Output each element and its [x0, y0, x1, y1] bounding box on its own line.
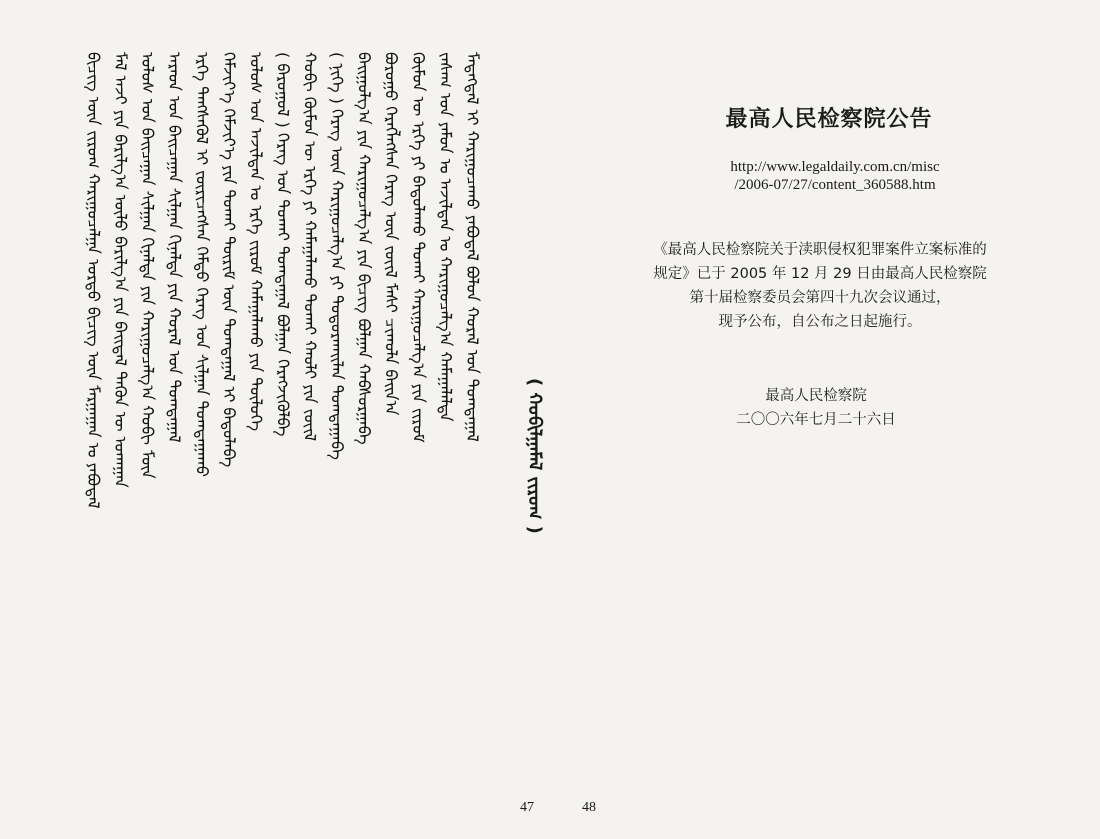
mongolian-text-column: ᠪᠠᠢᠭᠤᠯᠭ᠎ᠠ ᠶᠢᠨ ᠬᠠᠷᠢᠭᠤᠴᠠᠯᠭ᠎ᠠ ᠶᠢᠨ ᠪᠢᠴᠢᠭ ᠪᠣᠯᠭᠠᠨ ᠬᠠᠪᠰᠤᠷᠭᠠᠪᠠ: [354, 52, 374, 445]
announcement-body: [610, 238, 1030, 334]
mongolian-text-column: ᠪᠤᠷᠤᠭᠤ ᠬᠡᠷᠡᠭᠯᠡᠭᠰᠡᠨ ᠬᠡᠷᠡᠭ ᠦᠨ ᠵᠦᠢᠯ ᠮᠠᠰᠢ ᠴᠢᠬᠤᠯᠠ ᠪᠠᠢᠨ᠎ᠠ: [381, 52, 401, 416]
signature-date: 二〇〇六年七月二十六日: [736, 412, 896, 428]
body-line: 《最高人民检察院关于渎职侵权犯罪案件立案标准的: [653, 242, 987, 258]
mongolian-text-column: ᠮᠠᠯ ᠠᠵᠢ ᠶᠢᠨ ᠪᠠᠷᠢᠯᠭ᠎ᠠ ᠦᠯᠦ ᠪᠠᠷᠢᠯᠭ᠎ᠠ ᠶᠢᠨ ᠪᠠᠢᠳᠠᠯ ᠲᠡᠭᠦᠨ ᠦ ᠤᠬᠠᠭᠠᠨ: [111, 52, 131, 488]
body-line: 第十届检察委员会第四十九次会议通过，: [689, 290, 951, 306]
mongolian-text-column: ᠡᠷᠬᠡ ᠲᠡᠩᠰᠡᠭᠦᠯ ᠢ ᠵᠥᠷᠢᠴᠡᠭᠰᠡᠨ ᠭᠡᠮᠲᠦ ᠬᠡᠷᠡᠭ ᠤᠨ ᠰᠢᠯᠭᠠᠨ ᠲᠣᠭᠲᠠᠭᠠᠬᠤ: [192, 52, 212, 477]
mongolian-text-column: ᠠᠷᠠᠳ ᠤᠨ ᠪᠠᠢᠴᠠᠭᠠᠨ ᠰᠢᠯᠭᠠᠨ ᠬᠢᠨᠠᠯᠲᠠ ᠶᠢᠨ ᠬᠤᠷᠠᠯ ᠤᠨ ᠲᠤᠭᠲᠠᠭᠠᠯ: [165, 52, 185, 443]
page-number-left: 47: [520, 800, 534, 815]
body-line: 现予公布，自公布之日起施行。: [718, 314, 922, 330]
mongolian-text-block: [82, 52, 482, 787]
mongolian-text-column: ᠤᠯᠤᠰ ᠤᠨ ᠪᠠᠢᠴᠠᠭᠠᠨ ᠰᠢᠯᠭᠠᠨ ᠬᠢᠨᠠᠯᠲᠠ ᠶᠢᠨ ᠬᠠᠷᠢᠭᠤᠴᠠᠯᠭ᠎ᠠ ᠬᠤᠪᠢ ᠮᠦᠨ: [138, 52, 158, 479]
mongolian-text-column: ᠪᠢᠴᠢᠭ ᠦᠨ ᠵᠢᠷᠤᠭ ᠬᠠᠷᠢᠭᠤᠴᠠᠯᠭᠠ ᠤᠷᠳᠤ ᠪᠢᠴᠢᠭ ᠦᠨ ᠮᠠᠷᠭᠠᠭᠠᠨ ᠤ ᠶᠠᠪᠤᠳᠠᠯ: [84, 52, 103, 509]
mongolian-text-column: ᠬᠦᠮᠦᠨ ᠦ ᠡᠷᠬᠡ ᠶᠢ ᠪᠠᠲᠤᠯᠠᠬᠤ ᠲᠤᠬᠠᠢ ᠬᠠᠷᠢᠭᠤᠴᠠᠯᠭ᠎ᠠ ᠶᠢᠨ ᠵᠢᠷᠤᠮ: [408, 52, 428, 443]
signature-block: [696, 384, 936, 432]
mongolian-text-column: ᠵᠠᠰᠠᠭ ᠤᠨ ᠶᠠᠮᠤᠨ ᠤ ᠠᠵᠢᠯᠲᠠᠨ ᠤ ᠬᠠᠷᠢᠭᠤᠴᠠᠯᠭ᠎ᠠ ᠬᠠᠮᠠᠭᠠᠯᠠᠯᠲᠠ: [435, 52, 455, 422]
source-url: [640, 158, 1030, 194]
announcement-title: 最高人民检察院公告: [725, 107, 933, 132]
mongolian-text-column: ᠬᠤᠪᠢ ᠬᠦᠮᠦᠨ ᠦ ᠡᠷᠬᠡ ᠶᠢ ᠬᠠᠮᠠᠭᠠᠯᠠᠬᠤ ᠲᠤᠬᠠᠢ ᠬᠠᠤᠯᠢ ᠶᠢᠨ ᠵᠦᠢᠯ: [300, 52, 320, 442]
mongolian-section-title: ( ᠬᠤᠪᠢᠯᠭᠠᠮᠠᠯ ᠵᠢᠷᠤᠭ ): [524, 378, 545, 534]
mongolian-text-column: ( ᠪᠠᠷᠤᠭᠤᠯ ) ᠬᠡᠷᠡᠭ ᠤᠨ ᠲᠤᠬᠠᠢ ᠲᠣᠭᠲᠠᠭᠠᠯ ᠪᠣᠯᠭᠠᠨ ᠬᠡᠷᠡᠭᠵᠢᠭᠦᠯᠪᠡ: [273, 52, 293, 437]
mongolian-text-column: ( ᠨᠢᠭᠡ ) ᠬᠡᠷᠡᠭ ᠦᠨ ᠬᠠᠷᠢᠭᠤᠴᠠᠯᠭ᠎ᠠ ᠶᠢ ᠲᠣᠳᠤᠷᠬᠠᠢᠯᠠᠨ ᠲᠣᠭᠲᠠᠭᠠᠪᠠ: [327, 52, 347, 460]
right-page: [600, 0, 1100, 839]
signature-org: 最高人民检察院: [765, 388, 867, 404]
mongolian-text-column: ᠮᠡᠳᠡᠭᠳᠡᠯ ᠢ ᠬᠠᠷᠢᠭᠤᠴᠠᠬᠤ ᠶᠠᠪᠤᠳᠠᠯ ᠪᠣᠯᠤᠨ ᠬᠤᠷᠠᠯ ᠤᠨ ᠲᠣᠭᠲᠠᠭᠠᠯ: [462, 52, 482, 442]
body-line: 规定》已于 2005 年 12 月 29 日由最高人民检察院: [653, 266, 987, 282]
source-url-line: /2006-07/27/content_360588.htm: [734, 177, 936, 193]
mongolian-text-column: ᠬᠡᠮᠵᠢᠶ᠎ᠡ ᠬᠡᠮᠵᠢᠶ᠎ᠡ ᠶᠢᠨ ᠲᠤᠬᠠᠢ ᠳᠦᠷᠢᠮ ᠦᠨ ᠲᠣᠭᠲᠠᠭᠠᠯ ᠢ ᠪᠠᠲᠤᠯᠠᠪᠠ: [219, 52, 239, 468]
mongolian-text-column: ᠤᠯᠤᠰ ᠤᠨ ᠠᠵᠢᠯᠲᠠᠨ ᠤ ᠡᠷᠬᠡ ᠵᠢᠷᠤᠮ ᠬᠠᠮᠠᠭᠠᠯᠠᠬᠤ ᠶᠢᠨ ᠲᠥᠯᠦᠭᠡ: [246, 52, 266, 432]
page-number-right: 48: [582, 800, 596, 815]
source-url-line: http://www.legaldaily.com.cn/misc: [730, 159, 940, 175]
